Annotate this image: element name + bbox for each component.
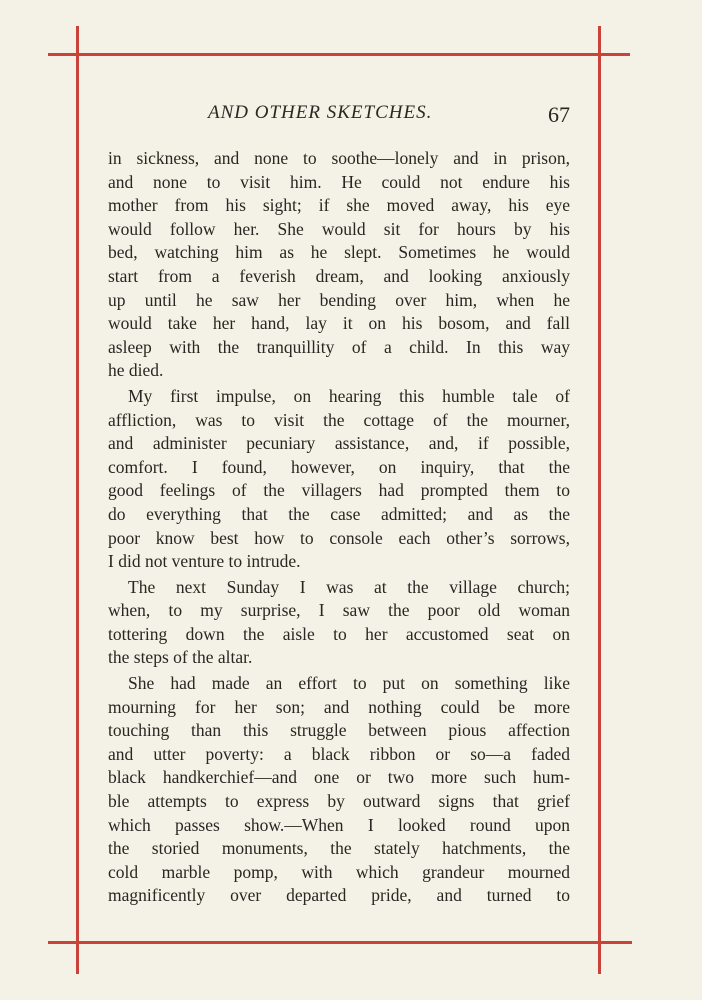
bottom-border-rule	[48, 941, 632, 944]
text-line: I did not venture to intrude.	[108, 551, 301, 572]
text-line: and none to visit him. He could not endure his	[108, 171, 570, 192]
body-text	[108, 147, 570, 908]
text-line: and administer pecuniary assistance, and, if possible,	[108, 433, 570, 454]
text-line: black handkerchief—and one or two more such hum-	[108, 767, 570, 788]
paragraph	[108, 672, 570, 908]
right-border-rule	[598, 26, 601, 974]
paragraph	[108, 147, 570, 383]
text-line: up until he saw her bending over him, when he	[108, 289, 570, 310]
running-title: AND OTHER SKETCHES.	[208, 102, 433, 123]
text-line: start from a feverish dream, and looking anxiously	[108, 265, 570, 286]
text-line: he died.	[108, 360, 164, 381]
left-border-rule	[76, 26, 79, 974]
text-line: would follow her. She would sit for hours by his	[108, 218, 570, 239]
text-line: magnificently over departed pride, and turned to	[108, 885, 570, 906]
text-line: and utter poverty: a black ribbon or so—a faded	[108, 743, 570, 764]
text-line: bed, watching him as he slept. Sometimes he would	[108, 242, 570, 263]
text-line: She had made an effort to put on something like	[128, 673, 570, 694]
paragraph	[108, 576, 570, 670]
text-line: which passes show.—When I looked round upon	[108, 814, 570, 835]
text-line: asleep with the tranquillity of a child. In this way	[108, 336, 570, 357]
text-line: affliction, was to visit the cottage of the mourner,	[108, 409, 570, 430]
text-line: My first impulse, on hearing this humble tale of	[128, 385, 570, 406]
text-line: tottering down the aisle to her accustomed seat on	[108, 623, 570, 644]
text-line: mother from his sight; if she moved away, his eye	[108, 195, 570, 216]
text-line: the steps of the altar.	[108, 647, 253, 668]
text-line: mourning for her son; and nothing could be more	[108, 696, 570, 717]
text-line: ble attempts to express by outward signs that grief	[108, 791, 570, 812]
text-line: comfort. I found, however, on inquiry, that the	[108, 456, 570, 477]
text-line: poor know best how to console each other’s sorrows,	[108, 527, 570, 548]
text-line: do everything that the case admitted; and as the	[108, 503, 570, 524]
page-number: 67	[548, 102, 570, 127]
text-line: would take her hand, lay it on his bosom, and fall	[108, 313, 570, 334]
page-header	[108, 100, 570, 130]
text-line: cold marble pomp, with which grandeur mourned	[108, 861, 570, 882]
text-line: good feelings of the villagers had prompted them to	[108, 480, 570, 501]
text-line: The next Sunday I was at the village church;	[128, 576, 570, 597]
text-line: when, to my surprise, I saw the poor old woman	[108, 600, 570, 621]
text-line: the storied monuments, the stately hatchments, the	[108, 838, 570, 859]
top-border-rule	[48, 53, 630, 56]
text-line: touching than this struggle between pious affection	[108, 720, 570, 741]
paragraph	[108, 385, 570, 574]
text-line: in sickness, and none to soothe—lonely and in prison,	[108, 148, 570, 168]
